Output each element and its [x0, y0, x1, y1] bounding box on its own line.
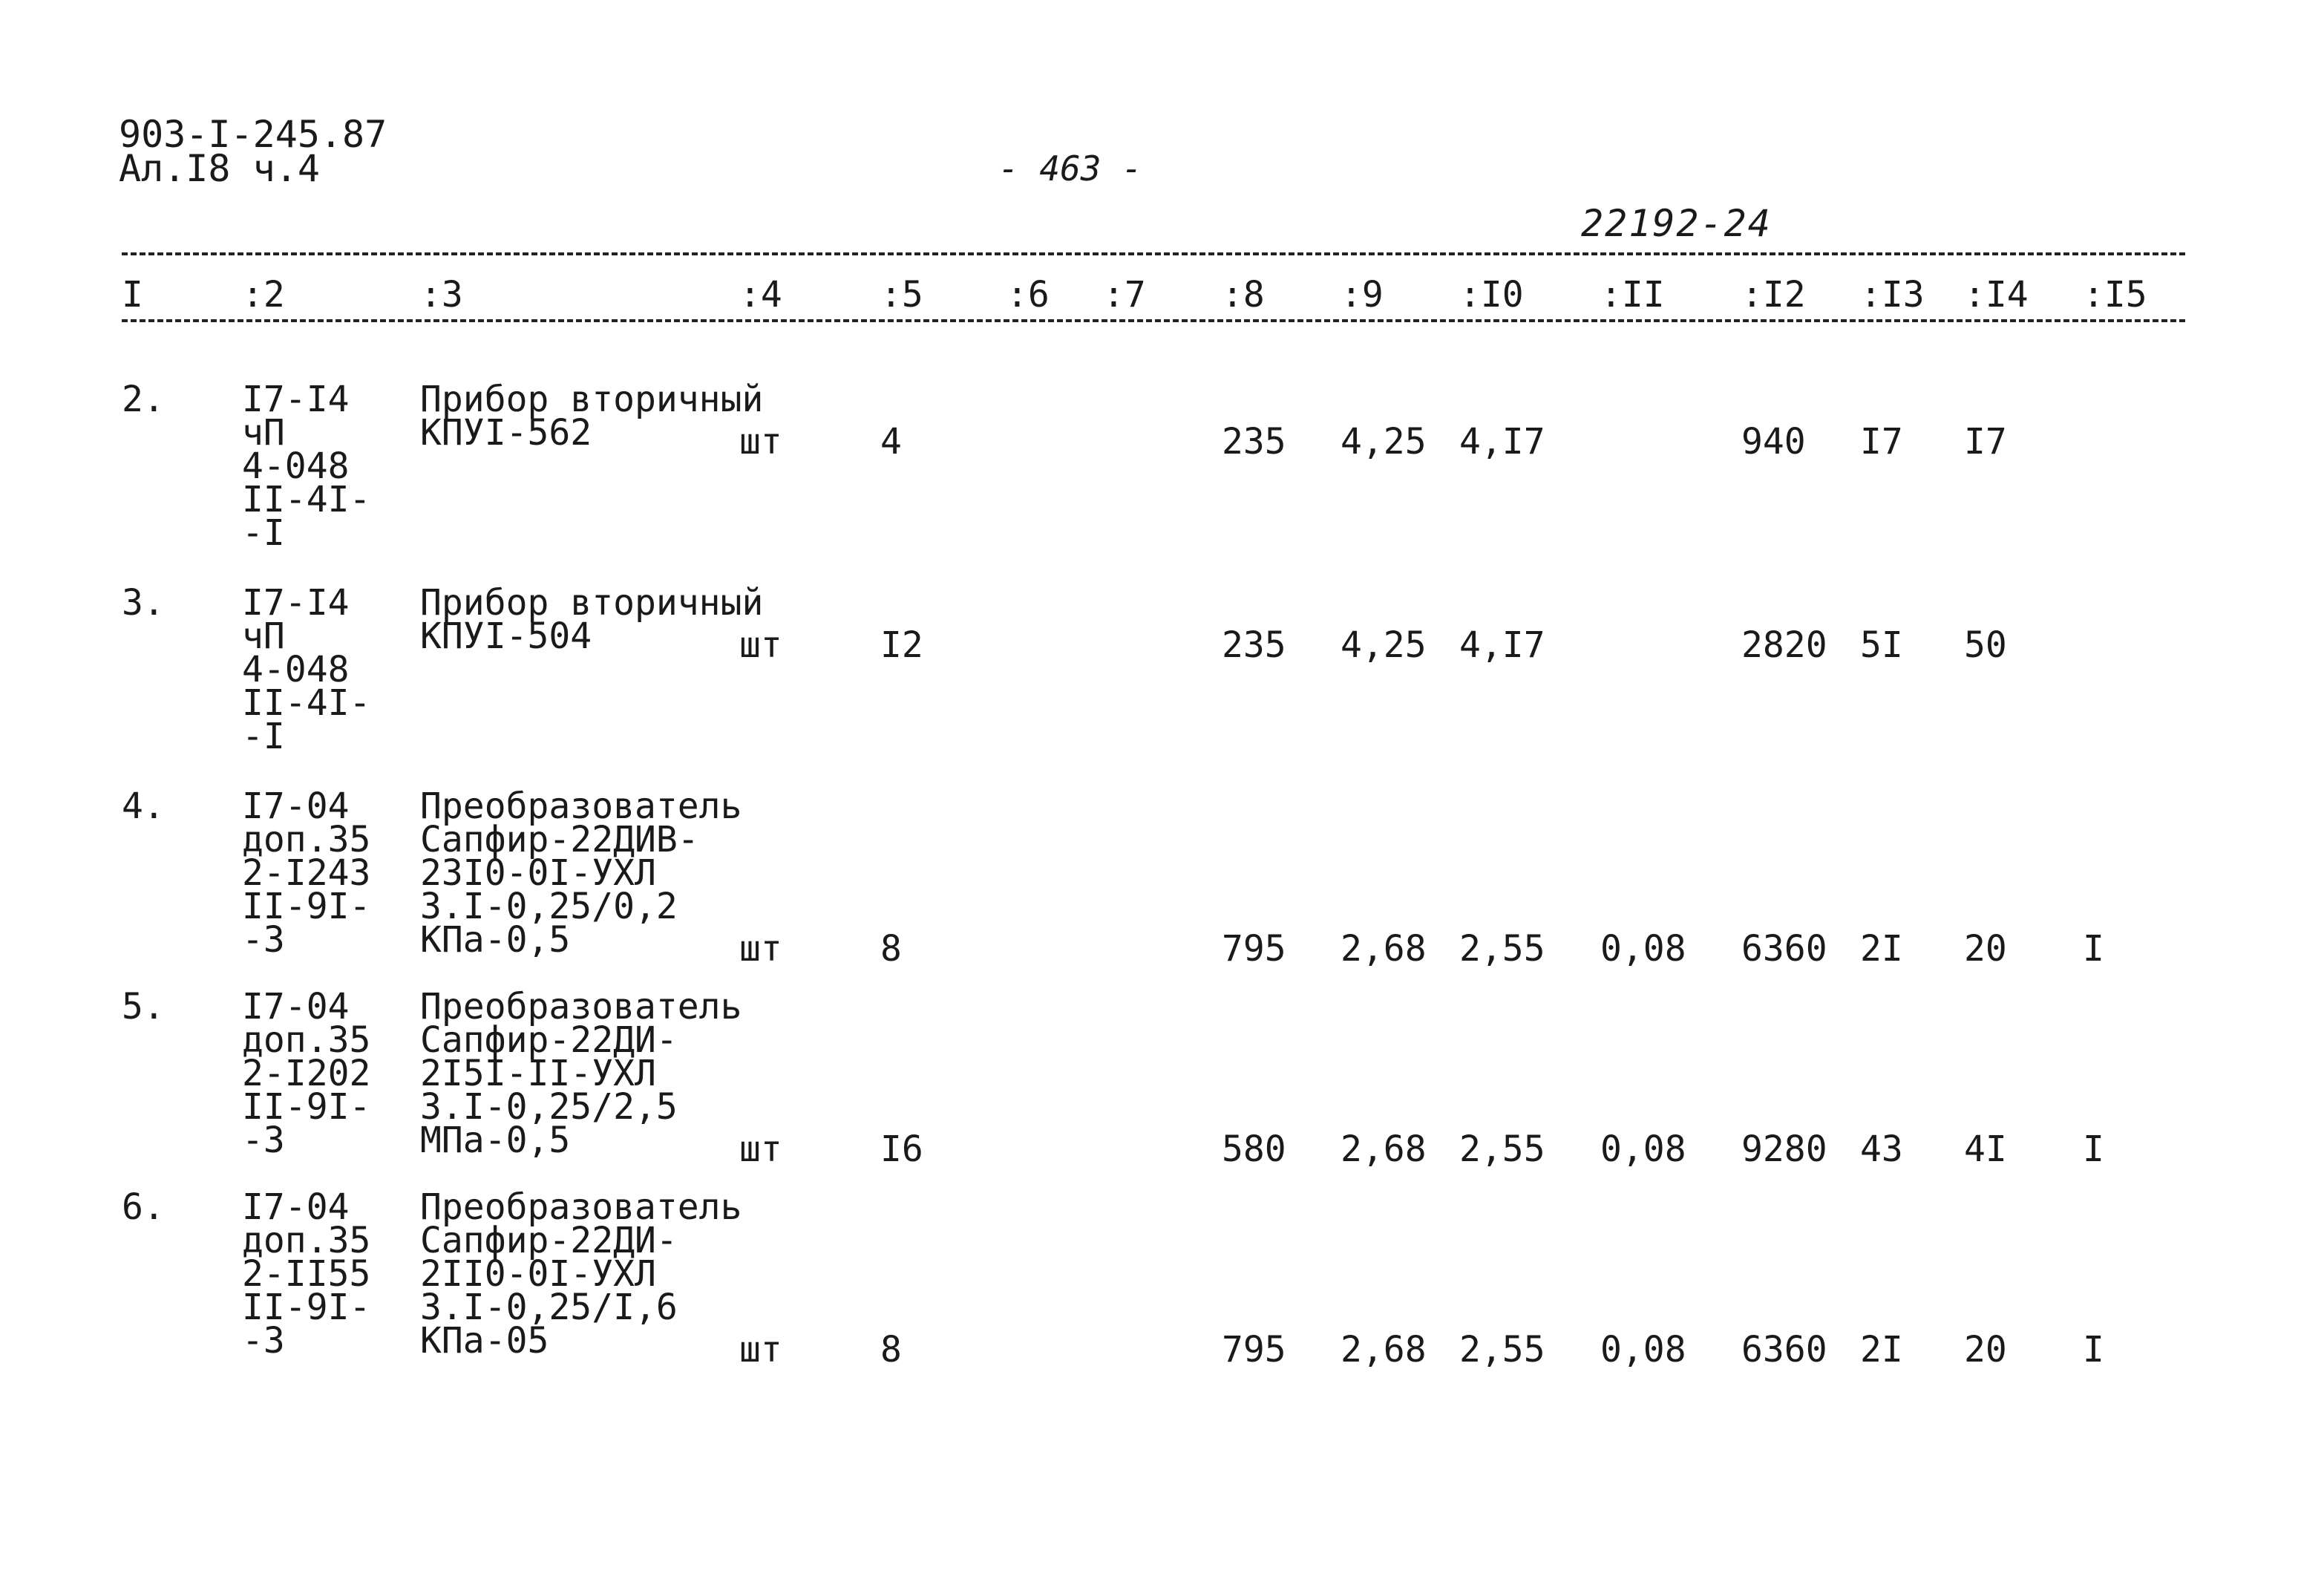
- row-code-line: I7-04: [242, 785, 350, 827]
- row-name: [420, 785, 742, 961]
- row-col-8: 235: [1222, 421, 1286, 463]
- row-code: [242, 1186, 371, 1362]
- row-name-line: Преобразователь: [420, 785, 742, 827]
- document-code: [119, 113, 387, 190]
- row-col-13: I7: [1860, 421, 1903, 463]
- row-col-11: 0,08: [1600, 928, 1686, 970]
- row-name-line: Преобразователь: [420, 1186, 742, 1228]
- row-code-line: II-9I-: [242, 886, 371, 927]
- row-col-14: I7: [1964, 421, 2007, 463]
- column-header-4: :4: [739, 274, 782, 316]
- row-col-10: 4,I7: [1459, 624, 1545, 666]
- row-name-line: Сапфир-22ДИ-: [420, 1019, 678, 1061]
- row-code: [242, 379, 371, 554]
- row-quantity: I2: [880, 624, 923, 666]
- row-number: 4.: [122, 785, 165, 827]
- row-col-14: 50: [1964, 624, 2007, 666]
- column-header-13: :I3: [1860, 274, 1925, 316]
- row-name: [420, 379, 764, 454]
- row-unit: шт: [739, 1329, 782, 1370]
- row-number: 6.: [122, 1186, 165, 1228]
- row-col-14: 4I: [1964, 1128, 2007, 1170]
- row-code: [242, 986, 371, 1161]
- row-name: [420, 1186, 742, 1362]
- row-col-10: 2,55: [1459, 1329, 1545, 1370]
- row-name-line: КПУI-504: [420, 615, 592, 657]
- row-name-line: КПа-05: [420, 1320, 549, 1362]
- column-header-2: :2: [242, 274, 285, 316]
- row-code-line: 2-I243: [242, 852, 371, 894]
- document-number: 22192-24: [1581, 202, 1772, 245]
- row-code-line: 4-048: [242, 445, 350, 487]
- row-col-10: 2,55: [1459, 928, 1545, 970]
- column-header-3: :3: [420, 274, 463, 316]
- row-code-line: чП: [242, 412, 285, 454]
- row-name-line: Сапфир-22ДИВ-: [420, 819, 699, 860]
- row-code-line: II-4I-: [242, 479, 371, 520]
- column-header-8: :8: [1222, 274, 1265, 316]
- row-code: [242, 785, 371, 961]
- row-name-line: МПа-0,5: [420, 1120, 571, 1161]
- row-col-15: I: [2083, 1329, 2104, 1370]
- row-code-line: I7-I4: [242, 582, 350, 624]
- row-name-line: Преобразователь: [420, 986, 742, 1027]
- row-col-12: 6360: [1741, 928, 1827, 970]
- row-name-line: Прибор вторичный: [420, 582, 764, 624]
- row-col-9: 2,68: [1341, 1128, 1427, 1170]
- column-header-1: I: [122, 274, 143, 316]
- row-col-15: I: [2083, 928, 2104, 970]
- row-code-line: II-4I-: [242, 682, 371, 724]
- row-quantity: 8: [880, 928, 902, 970]
- row-code-line: доп.35: [242, 1019, 371, 1061]
- row-col-13: 2I: [1860, 928, 1903, 970]
- row-unit: шт: [739, 624, 782, 666]
- row-unit: шт: [739, 421, 782, 463]
- row-code-line: -I: [242, 716, 285, 757]
- row-quantity: I6: [880, 1128, 923, 1170]
- row-name-line: КПУI-562: [420, 412, 592, 454]
- column-header-7: :7: [1103, 274, 1146, 316]
- row-code-line: 2-II55: [242, 1253, 371, 1295]
- row-code-line: -I: [242, 512, 285, 554]
- row-col-12: 9280: [1741, 1128, 1827, 1170]
- row-quantity: 8: [880, 1329, 902, 1370]
- row-name-line: Сапфир-22ДИ-: [420, 1220, 678, 1261]
- row-code-line: II-9I-: [242, 1287, 371, 1328]
- row-col-13: 5I: [1860, 624, 1903, 666]
- document-code-line-1: 903-I-245.87: [119, 113, 387, 156]
- row-name-line: 23I0-0I-УХЛ: [420, 852, 656, 894]
- row-col-8: 580: [1222, 1128, 1286, 1170]
- column-header-6: :6: [1006, 274, 1050, 316]
- row-col-9: 2,68: [1341, 1329, 1427, 1370]
- column-header-11: :II: [1600, 274, 1665, 316]
- row-code: [242, 582, 371, 757]
- row-code-line: I7-I4: [242, 379, 350, 420]
- row-code-line: -3: [242, 1320, 285, 1362]
- header-top-rule: [122, 252, 2185, 255]
- row-name-line: 3.I-0,25/I,6: [420, 1287, 678, 1328]
- row-col-8: 795: [1222, 928, 1286, 970]
- row-col-9: 4,25: [1341, 624, 1427, 666]
- row-col-14: 20: [1964, 928, 2007, 970]
- column-header-9: :9: [1341, 274, 1384, 316]
- row-number: 3.: [122, 582, 165, 624]
- row-name: [420, 986, 742, 1161]
- row-name-line: 2II0-0I-УХЛ: [420, 1253, 656, 1295]
- header-bottom-rule: [122, 319, 2185, 322]
- row-col-9: 4,25: [1341, 421, 1427, 463]
- column-header-5: :5: [880, 274, 923, 316]
- row-code-line: -3: [242, 919, 285, 961]
- row-col-14: 20: [1964, 1329, 2007, 1370]
- row-name: [420, 582, 764, 657]
- row-code-line: доп.35: [242, 1220, 371, 1261]
- row-col-12: 2820: [1741, 624, 1827, 666]
- row-code-line: I7-04: [242, 986, 350, 1027]
- column-header-12: :I2: [1741, 274, 1806, 316]
- row-name-line: КПа-0,5: [420, 919, 571, 961]
- row-quantity: 4: [880, 421, 902, 463]
- row-col-8: 235: [1222, 624, 1286, 666]
- column-header-14: :I4: [1964, 274, 2029, 316]
- row-name-line: Прибор вторичный: [420, 379, 764, 420]
- row-col-12: 6360: [1741, 1329, 1827, 1370]
- column-header-15: :I5: [2083, 274, 2147, 316]
- row-code-line: чП: [242, 615, 285, 657]
- row-code-line: 4-048: [242, 649, 350, 690]
- row-col-11: 0,08: [1600, 1128, 1686, 1170]
- document-code-line-2: Ал.I8 ч.4: [119, 147, 320, 190]
- row-code-line: II-9I-: [242, 1086, 371, 1128]
- row-code-line: I7-04: [242, 1186, 350, 1228]
- row-number: 2.: [122, 379, 165, 420]
- row-col-12: 940: [1741, 421, 1806, 463]
- row-code-line: -3: [242, 1120, 285, 1161]
- row-col-13: 2I: [1860, 1329, 1903, 1370]
- row-col-10: 2,55: [1459, 1128, 1545, 1170]
- row-unit: шт: [739, 928, 782, 970]
- row-name-line: 2I5I-II-УХЛ: [420, 1053, 656, 1094]
- row-col-8: 795: [1222, 1329, 1286, 1370]
- row-col-15: I: [2083, 1128, 2104, 1170]
- row-col-11: 0,08: [1600, 1329, 1686, 1370]
- row-code-line: доп.35: [242, 819, 371, 860]
- row-col-13: 43: [1860, 1128, 1903, 1170]
- row-name-line: 3.I-0,25/2,5: [420, 1086, 678, 1128]
- page-number: - 463 -: [998, 148, 1142, 189]
- row-name-line: 3.I-0,25/0,2: [420, 886, 678, 927]
- row-col-10: 4,I7: [1459, 421, 1545, 463]
- row-code-line: 2-I202: [242, 1053, 371, 1094]
- row-unit: шт: [739, 1128, 782, 1170]
- column-header-10: :I0: [1459, 274, 1524, 316]
- row-col-9: 2,68: [1341, 928, 1427, 970]
- row-number: 5.: [122, 986, 165, 1027]
